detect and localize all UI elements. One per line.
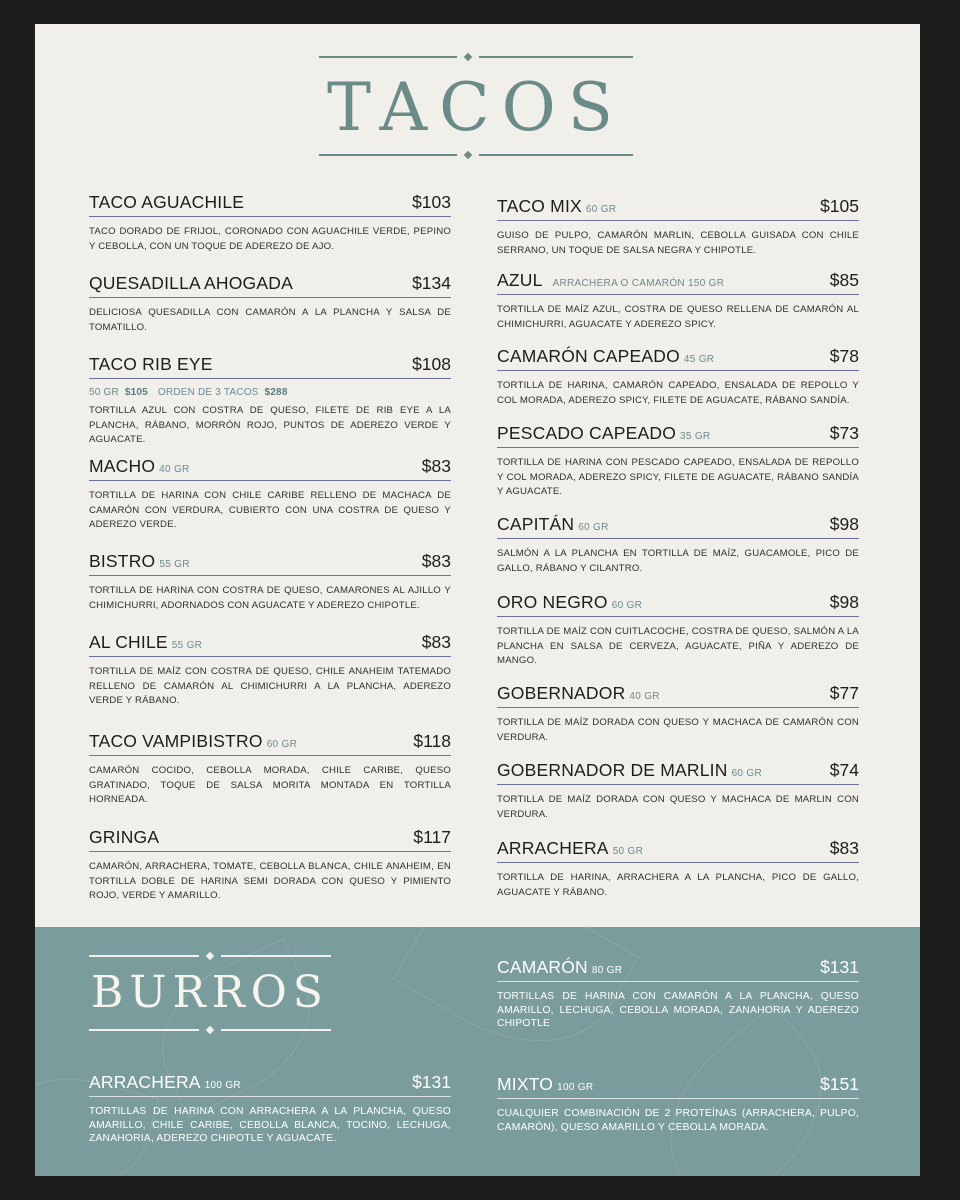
item-description: TORTILLA DE MAÍZ DORADA CON QUESO Y MACHACA DE CAMARÓN CON VERDURA.	[497, 717, 859, 743]
item-price: $134	[412, 273, 451, 293]
item-description: TORTILLA DE HARINA, ARRACHERA A LA PLANCHA, PICO DE GALLO, AGUACATE Y RÁBANO.	[497, 872, 859, 898]
item-name: ORO NEGRO 60 GR	[497, 592, 643, 612]
item-description: TACO DORADO DE FRIJOL, CORONADO CON AGUACHILE VERDE, PEPINO Y CEBOLLA, CON UN TOQUE DE ADEREZO DE AJO.	[89, 226, 451, 252]
item-description: CAMARÓN COCIDO, CEBOLLA MORADA, CHILE CARIBE, QUESO GRATINADO, TOQUE DE SALSA MORITA MONTADA EN TORTILLA HORNEADA.	[89, 765, 451, 805]
item-name: MIXTO 100 GR	[497, 1074, 594, 1094]
title-ornament-bottom	[464, 151, 472, 159]
item-name: CAMARÓN 80 GR	[497, 957, 623, 977]
item-price: $85	[829, 270, 859, 290]
item-name: GOBERNADOR DE MARLIN 60 GR	[497, 760, 762, 780]
item-price: $83	[421, 551, 451, 571]
title-rule-bottom-right	[479, 154, 633, 156]
menu-item	[497, 760, 859, 822]
menu-item	[89, 632, 451, 709]
item-price: $98	[829, 592, 859, 612]
item-price: $151	[820, 1074, 859, 1094]
item-description: TORTILLA DE HARINA CON PESCADO CAPEADO, ENSALADA DE REPOLLO Y COL MORADA, ADEREZO SPICY, FILETE DE AGUACATE, RÁBANO SANDÍA Y AGUACATE.	[497, 457, 859, 497]
item-name: MACHO 40 GR	[89, 456, 190, 476]
item-name: TACO AGUACHILE	[89, 192, 245, 212]
menu-item	[497, 346, 859, 408]
item-description: TORTILLA DE MAÍZ CON CUITLACOCHE, COSTRA DE QUESO, SALMÓN A LA PLANCHA EN SALSA DE CERVEZA, AGUACATE, PIÑA Y ADEREZO DE MANGO.	[497, 626, 859, 666]
menu-item	[89, 192, 451, 254]
item-name: QUESADILLA AHOGADA	[89, 273, 293, 293]
item-description: TORTILLA DE HARINA, CAMARÓN CAPEADO, ENSALADA DE REPOLLO Y COL MORADA, ADEREZO SPICY, FILETE DE AGUACATE, RÁBANO SANDÍA.	[497, 380, 859, 406]
burros-title-block	[89, 955, 331, 1035]
menu-item	[497, 592, 859, 669]
item-price: $98	[829, 514, 859, 534]
menu-item	[497, 838, 859, 900]
item-name: BISTRO 55 GR	[89, 551, 190, 571]
item-name: ARRACHERA 100 GR	[89, 1072, 241, 1092]
item-price: $74	[829, 760, 859, 780]
item-price: $103	[412, 192, 451, 212]
item-description: TORTILLA DE MAÍZ AZUL, COSTRA DE QUESO RELLENA DE CAMARÓN AL CHIMICHURRI, AGUACATE Y ADEREZO SPICY.	[497, 304, 859, 330]
title-ornament-top	[464, 53, 472, 61]
menu-item	[497, 683, 859, 745]
tacos-title-block	[319, 56, 633, 160]
item-name: CAMARÓN CAPEADO 45 GR	[497, 346, 715, 366]
burros-title: BURROS	[91, 967, 329, 1018]
burros-rule-top-left	[89, 955, 199, 957]
item-price: $83	[421, 456, 451, 476]
burros-section	[35, 927, 920, 1176]
item-price: $131	[412, 1072, 451, 1092]
item-price: $105	[820, 196, 859, 216]
menu-item	[89, 827, 451, 904]
item-name: TACO VAMPIBISTRO 60 GR	[89, 731, 298, 751]
item-description: TORTILLA DE HARINA CON CHILE CARIBE RELLENO DE MACHACA DE CAMARÓN CON VERDURA, CUBIERTO CON UNA COSTRA DE QUESO Y ADEREZO VERDE.	[89, 490, 451, 530]
menu-page	[35, 24, 920, 1176]
item-price: $83	[829, 838, 859, 858]
item-description: GUISO DE PULPO, CAMARÓN MARLIN, CEBOLLA GUISADA CON CHILE SERRANO, UN TOQUE DE SALSA NEGRA Y CHIPOTLE.	[497, 230, 859, 256]
item-name: AZUL ARRACHERA O CAMARÓN 150 GR	[497, 270, 725, 290]
menu-item	[497, 423, 859, 500]
menu-item	[497, 514, 859, 576]
burros-rule-bottom-right	[221, 1029, 331, 1031]
item-name: ARRACHERA 50 GR	[497, 838, 644, 858]
title-rule-top-right	[479, 56, 633, 58]
item-price: $131	[820, 957, 859, 977]
menu-item	[89, 456, 451, 533]
item-name: TACO MIX 60 GR	[497, 196, 617, 216]
item-description: TORTILLAS DE HARINA CON ARRACHERA A LA PLANCHA, QUESO AMARILLO, CHILE CARIBE, CEBOLLA BLANCA, TOCINO, LECHUGA, ZANAHORIA, ADEREZO CHIPOTLE Y AGUACATE.	[89, 1106, 451, 1144]
item-description: TORTILLA AZUL CON COSTRA DE QUESO, FILETE DE RIB EYE A LA PLANCHA, RÁBANO, MORRÓN ROJO, PUNTOS DE ADEREZO VERDE Y AGUACATE.	[89, 405, 451, 445]
item-price: $117	[413, 827, 451, 847]
menu-item	[89, 1072, 451, 1146]
page-title: TACOS	[327, 69, 625, 146]
menu-item	[89, 731, 451, 808]
title-rule-top-left	[319, 56, 457, 58]
item-name: GOBERNADOR 40 GR	[497, 683, 660, 703]
menu-item	[89, 273, 451, 335]
item-description: TORTILLA DE MAÍZ CON COSTRA DE QUESO, CHILE ANAHEIM TATEMADO RELLENO DE CAMARÓN AL CHIMICHURRI A LA PLANCHA, ADEREZO VERDE Y RÁBANO.	[89, 666, 451, 706]
item-name: GRINGA	[89, 827, 160, 847]
item-price: $73	[829, 423, 859, 443]
item-description: TORTILLA DE MAÍZ DORADA CON QUESO Y MACHACA DE MARLIN CON VERDURA.	[497, 794, 859, 820]
item-description: SALMÓN A LA PLANCHA EN TORTILLA DE MAÍZ, GUACAMOLE, PICO DE GALLO, RÁBANO Y CILANTRO.	[497, 548, 859, 574]
item-description: TORTILLAS DE HARINA CON CAMARÓN A LA PLANCHA, QUESO AMARILLO, LECHUGA, CEBOLLA MORADA, ZANAHORIA Y ADEREZO CHIPOTLE	[497, 991, 859, 1029]
menu-item	[497, 196, 859, 258]
menu-item	[89, 551, 451, 613]
menu-item	[497, 1074, 859, 1134]
item-options: 50 GR $105 ORDEN DE 3 TACOS $288	[89, 387, 288, 398]
burros-rule-top-right	[221, 955, 331, 957]
item-description: CUALQUIER COMBINACIÓN DE 2 PROTEÍNAS (ARRACHERA, PULPO, CAMARÓN), QUESO AMARILLO Y CEBOLLA MORADA.	[497, 1108, 859, 1133]
item-price: $78	[829, 346, 859, 366]
item-description: CAMARÓN, ARRACHERA, TOMATE, CEBOLLA BLANCA, CHILE ANAHEIM, EN TORTILLA DOBLE DE HARINA SEMI DORADA CON QUESO Y PIMIENTO ROJO, VERDE Y AMARILLO.	[89, 861, 451, 901]
item-price: $108	[412, 354, 451, 374]
item-name: TACO RIB EYE	[89, 354, 213, 374]
item-description: DELICIOSA QUESADILLA CON CAMARÓN A LA PLANCHA Y SALSA DE TOMATILLO.	[89, 307, 451, 333]
burros-ornament-top	[206, 952, 214, 960]
item-name: AL CHILE 55 GR	[89, 632, 203, 652]
item-name: CAPITÁN 60 GR	[497, 514, 609, 534]
item-description: TORTILLA DE HARINA CON COSTRA DE QUESO, CAMARONES AL AJILLO Y CHIMICHURRI, ADORNADOS CON AGUACATE Y ADEREZO CHIPOTLE.	[89, 585, 451, 611]
title-rule-bottom-left	[319, 154, 457, 156]
menu-item	[497, 270, 859, 332]
item-name: PESCADO CAPEADO 35 GR	[497, 423, 711, 443]
item-price: $118	[413, 731, 451, 751]
item-price: $77	[829, 683, 859, 703]
menu-item	[497, 957, 859, 1031]
menu-item	[89, 354, 451, 448]
item-price: $83	[421, 632, 451, 652]
burros-rule-bottom-left	[89, 1029, 199, 1031]
burros-ornament-bottom	[206, 1026, 214, 1034]
